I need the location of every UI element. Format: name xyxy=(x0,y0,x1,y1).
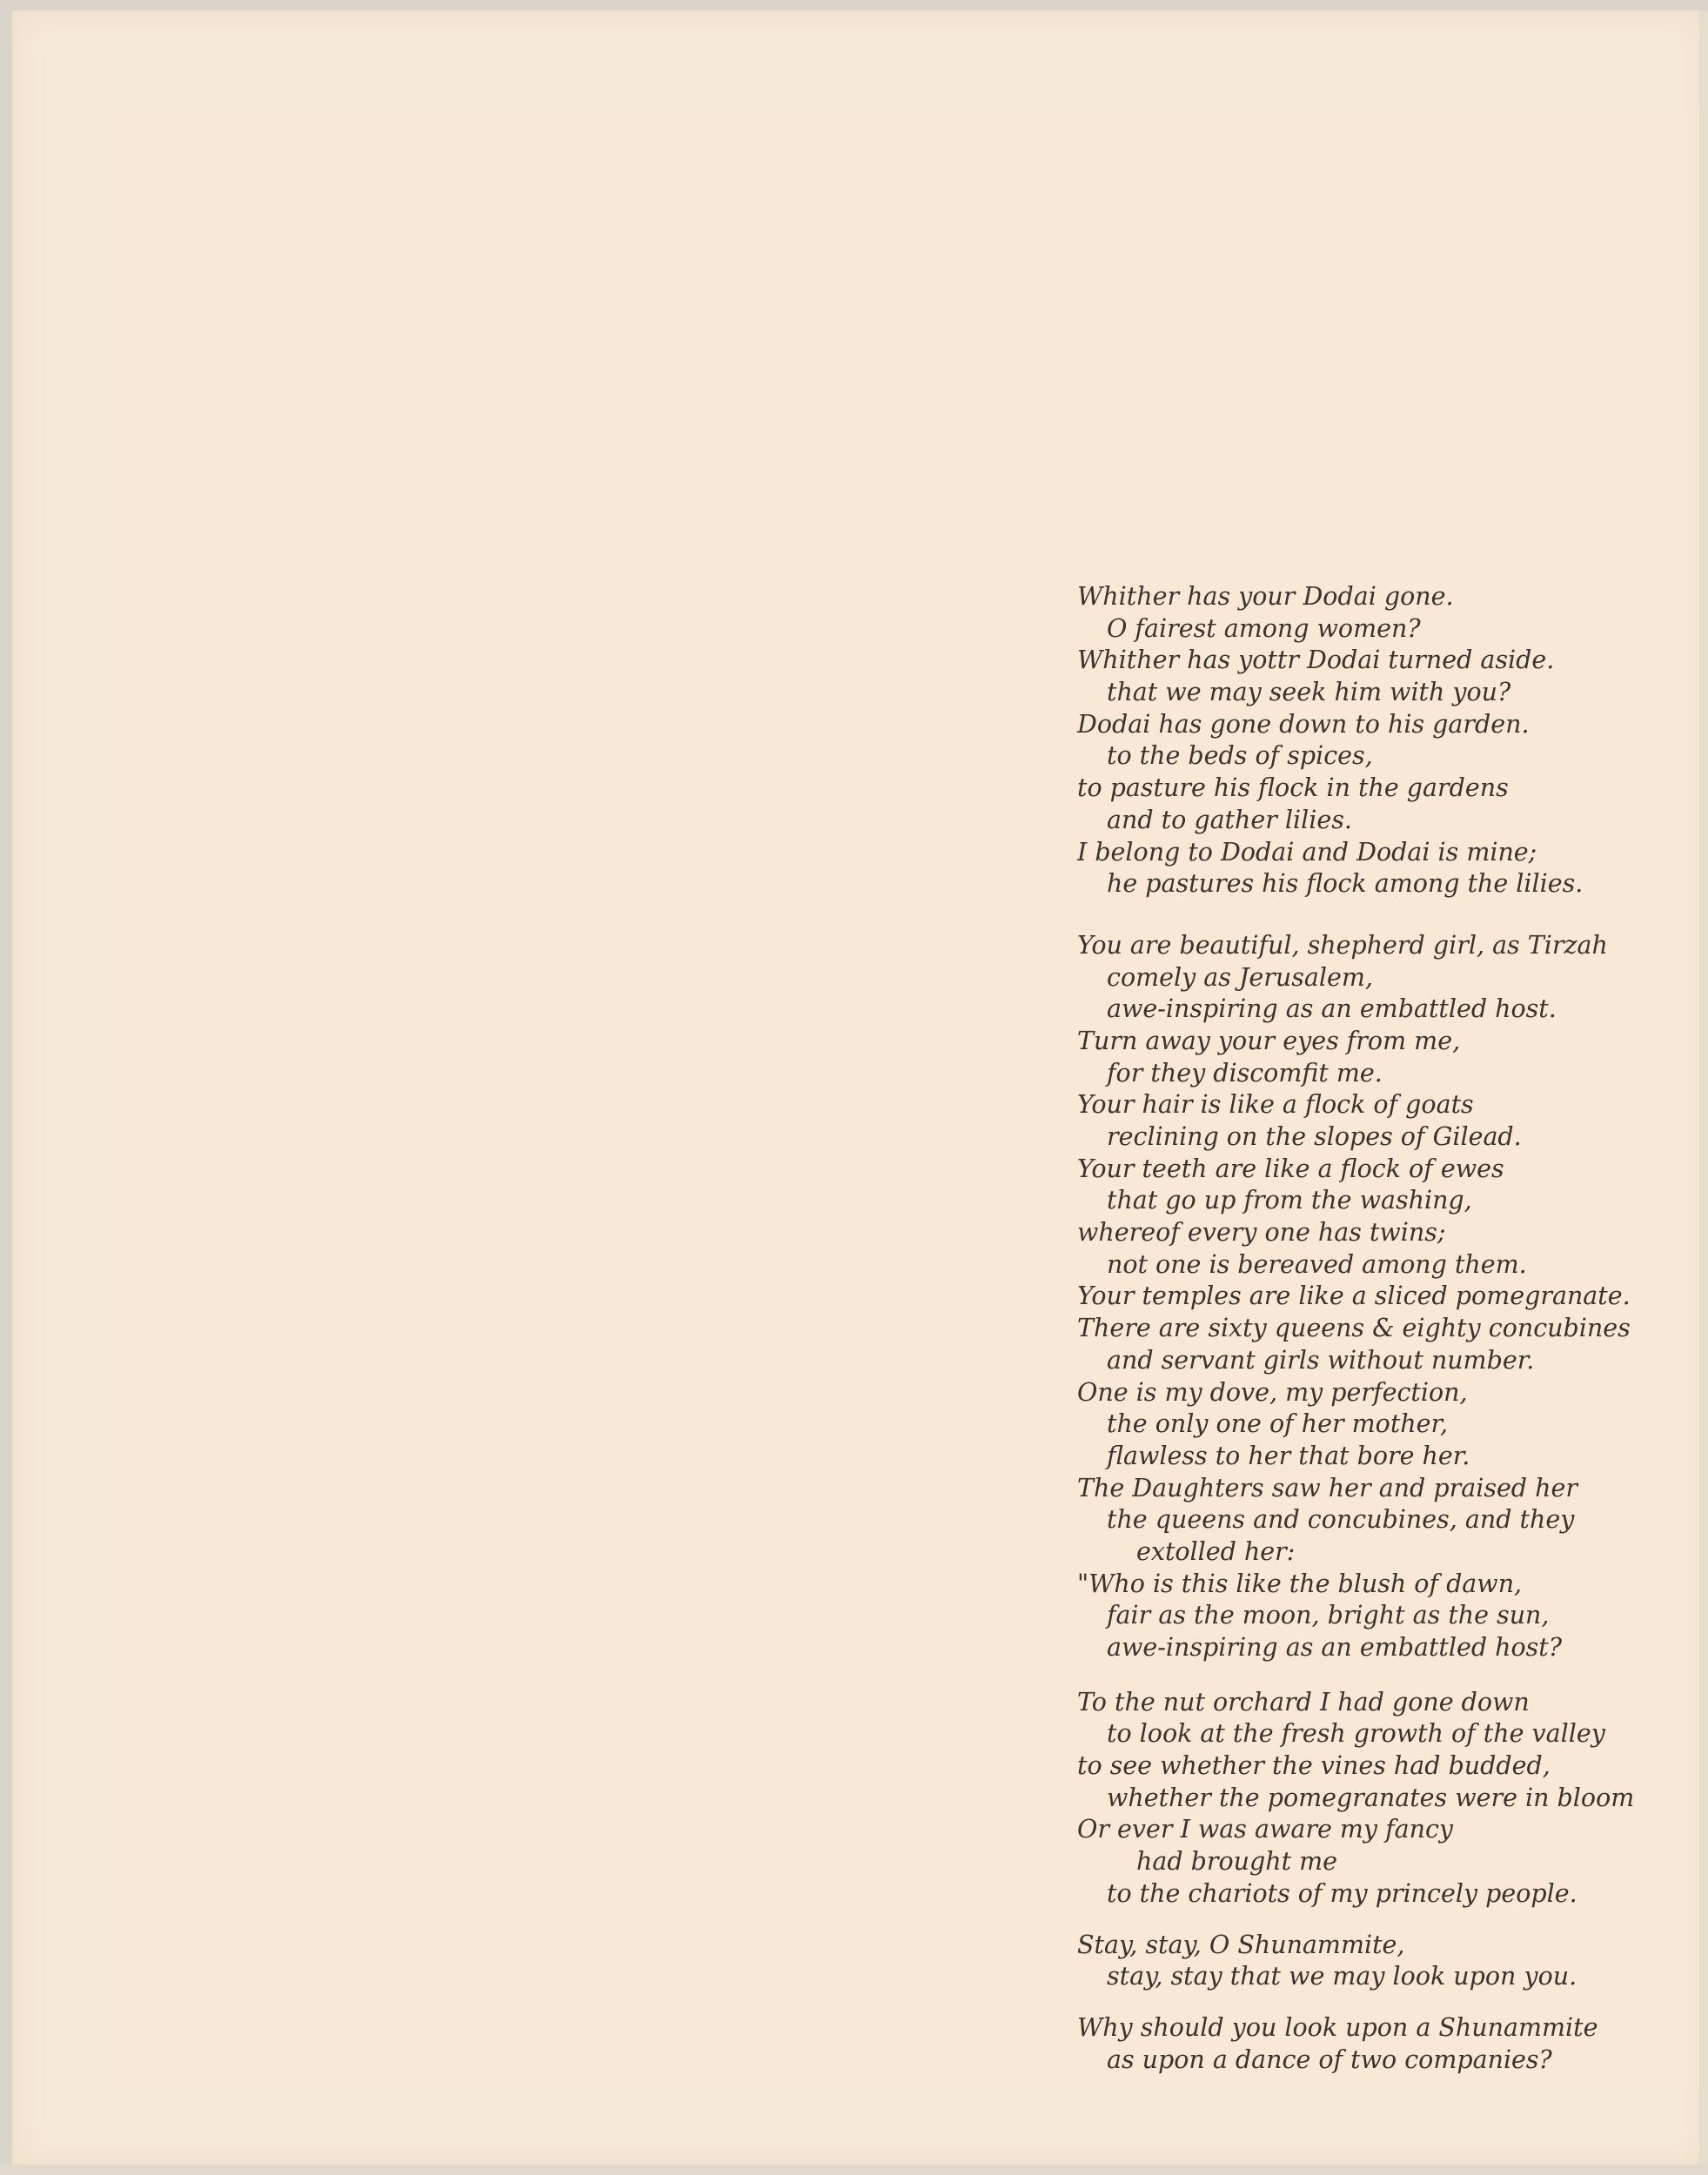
stanza-gap xyxy=(1077,1664,1625,1687)
poem-line: not one is bereaved among them. xyxy=(1107,1249,1527,1279)
poem-line: Stay, stay, O Shunammite, xyxy=(1077,1930,1405,1959)
poem-stanza-4 xyxy=(1077,1930,1625,1993)
poem-line: Your teeth are like a flock of ewes xyxy=(1077,1154,1504,1183)
stanza-gap xyxy=(1077,1993,1625,2012)
poem-line: To the nut orchard I had gone down xyxy=(1077,1687,1530,1717)
poem-line: fair as the moon, bright as the sun, xyxy=(1107,1601,1550,1630)
poem-line: Why should you look upon a Shunammite xyxy=(1077,2012,1598,2042)
poem-line: Your temples are like a sliced pomegranate. xyxy=(1077,1282,1631,1311)
poem-line: O fairest among women? xyxy=(1107,613,1421,643)
poem-line: as upon a dance of two companies? xyxy=(1107,2044,1552,2074)
poem-line: to the chariots of my princely people. xyxy=(1107,1878,1577,1908)
stanza-gap xyxy=(1077,900,1625,930)
poem-line: to look at the fresh growth of the valley xyxy=(1107,1719,1605,1749)
poem-line: extolled her: xyxy=(1136,1536,1296,1566)
poem-line: and servant girls without number. xyxy=(1107,1345,1535,1375)
poem-line: that go up from the washing, xyxy=(1107,1186,1472,1215)
poem-line: and to gather lilies. xyxy=(1107,805,1352,834)
poem-line: for they discomfit me. xyxy=(1107,1058,1383,1088)
poem-line: Turn away your eyes from me, xyxy=(1077,1026,1461,1055)
paper-bottom-edge xyxy=(0,2165,1708,2175)
poem-line: he pastures his flock among the lilies. xyxy=(1107,869,1584,899)
poem-line: Whither has your Dodai gone. xyxy=(1077,582,1454,611)
poem-line: You are beautiful, shepherd girl, as Tirzah xyxy=(1077,930,1608,960)
poem-line: whether the pomegranates were in bloom xyxy=(1107,1783,1635,1812)
paper-right-edge xyxy=(1699,10,1708,2166)
poem-line: to the beds of spices, xyxy=(1107,741,1373,771)
poem-line: reclining on the slopes of Gilead. xyxy=(1107,1122,1522,1151)
poem-line: flawless to her that bore her. xyxy=(1107,1441,1470,1470)
poem-line: to pasture his flock in the gardens xyxy=(1077,773,1509,803)
poem-stanza-2 xyxy=(1077,930,1631,1664)
poem-line: One is my dove, my perfection, xyxy=(1077,1377,1468,1407)
poem-line: to see whether the vines had budded, xyxy=(1077,1751,1551,1781)
poem-line: the only one of her mother, xyxy=(1107,1409,1449,1439)
poem-line: whereof every one has twins; xyxy=(1077,1218,1446,1248)
poem-line: There are sixty queens & eighty concubines xyxy=(1077,1314,1631,1343)
poem-line: Dodai has gone down to his garden. xyxy=(1077,709,1530,739)
poem-text-block xyxy=(1077,581,1635,2076)
poem-line: Whither has yottr Dodai turned aside. xyxy=(1077,646,1555,675)
stanza-gap xyxy=(1077,1911,1625,1930)
poem-line: Your hair is like a flock of goats xyxy=(1077,1090,1474,1120)
poem-line: awe-inspiring as an embattled host. xyxy=(1107,994,1557,1024)
poem-stanza-1 xyxy=(1077,581,1625,900)
poem-line: that we may seek him with you? xyxy=(1107,678,1511,707)
poem-line: the queens and concubines, and they xyxy=(1107,1505,1575,1535)
poem-line: awe-inspiring as an embattled host? xyxy=(1107,1633,1563,1662)
poem-line: I belong to Dodai and Dodai is mine; xyxy=(1077,837,1537,867)
poem-line: Or ever I was aware my fancy xyxy=(1077,1815,1454,1844)
poem-stanza-3 xyxy=(1077,1687,1635,1911)
poem-line: comely as Jerusalem, xyxy=(1107,962,1373,992)
poem-stanza-5 xyxy=(1077,2012,1625,2076)
poem-line: The Daughters saw her and praised her xyxy=(1077,1473,1577,1502)
poem-line: stay, stay that we may look upon you. xyxy=(1107,1962,1577,1991)
poem-line: had brought me xyxy=(1136,1847,1338,1877)
poem-line: "Who is this like the blush of dawn, xyxy=(1077,1569,1523,1598)
